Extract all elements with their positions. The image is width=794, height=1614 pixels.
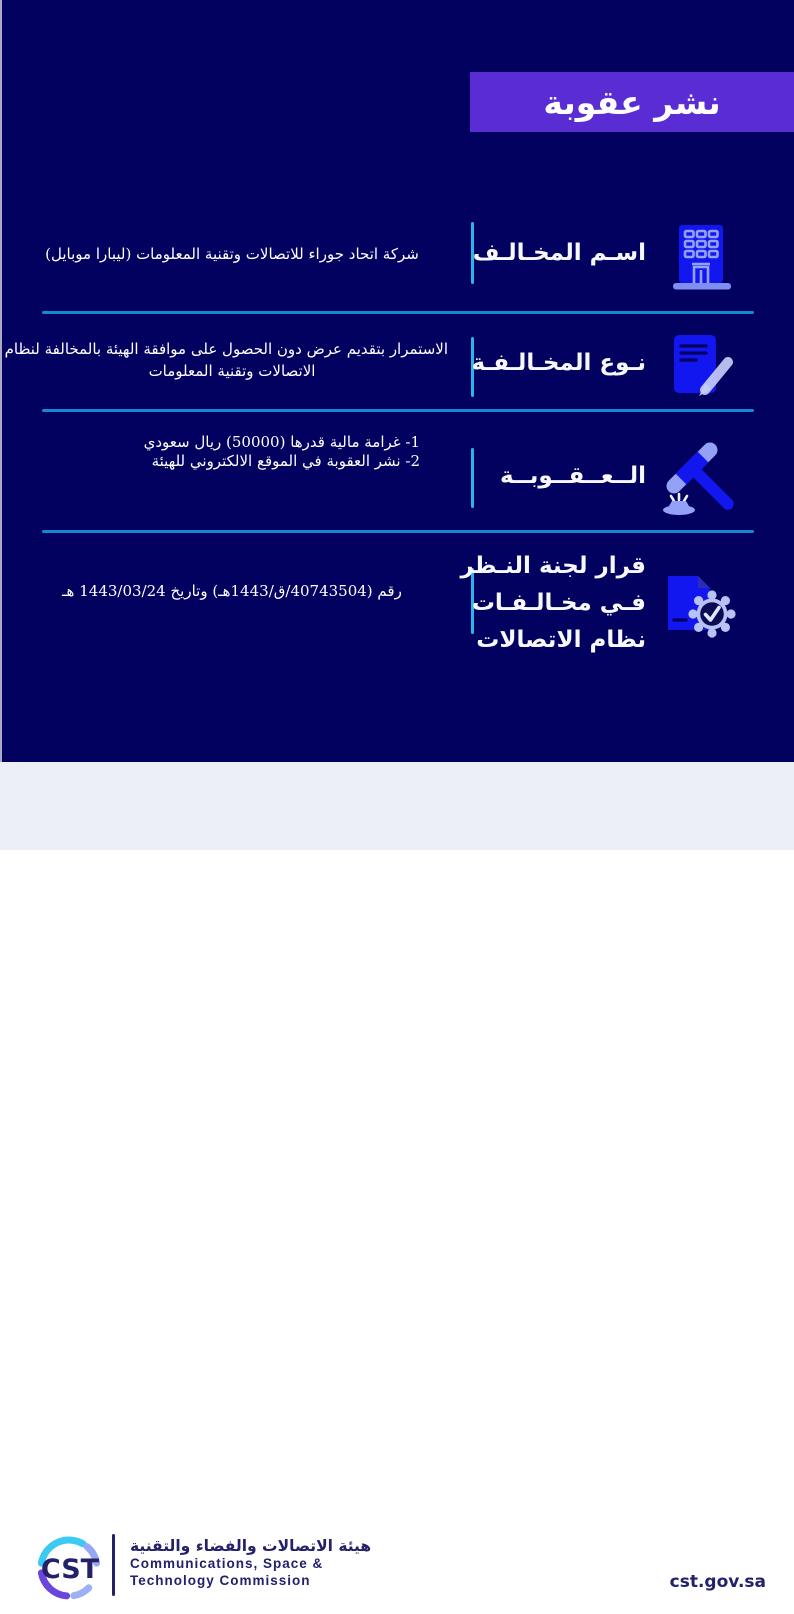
decision-label-line3: نظام الاتصالات: [476, 627, 646, 653]
row1-content: [16, 243, 448, 265]
gavel-icon: [656, 444, 746, 530]
footer-logo-divider: [112, 1534, 115, 1596]
row3-tick: [471, 448, 474, 508]
decision-label-line2: فـي مخـالـفـات: [471, 590, 646, 616]
decision-number-text: رقم (40743504/ق/1443هـ) وتاريخ 1443/03/24 هـ: [62, 582, 402, 600]
violation-type-line1: الاستمرار بتقديم عرض دون الحصول على موافقة الهيئة بالمخالفة لنظام: [4, 340, 448, 358]
violation-document-pen-icon: [666, 332, 744, 406]
org-name-english-line1: Communications, Space &: [130, 1556, 324, 1571]
row2-label-violation-type: نـوع المخـالـفـة: [471, 350, 646, 376]
row4-content: [16, 580, 448, 602]
cst-logo: [26, 1528, 114, 1614]
divider-2: [42, 409, 754, 412]
divider-3: [42, 530, 754, 533]
row1-label-violator-name: اسـم المخـالـف: [472, 240, 646, 266]
decision-document-check-icon: [660, 570, 744, 654]
row3-content: [144, 433, 420, 471]
building-icon: [666, 220, 738, 298]
decision-label-line1: قرار لجنة النـظر: [460, 553, 646, 579]
website-url: cst.gov.sa: [669, 1572, 766, 1592]
row4-label-committee-decision: [460, 548, 646, 659]
violator-name-text: شركة اتحاد جوراء للاتصالات وتقنية المعلومات (ليبارا موبايل): [45, 245, 419, 263]
banner: [470, 72, 794, 132]
row2-content: [4, 338, 448, 382]
row3-label-penalty: الــعــقــوبــة: [500, 463, 646, 489]
divider-1: [42, 311, 754, 314]
org-name-english-line2: Technology Commission: [130, 1572, 311, 1588]
penalty-item-2: 2- نشر العقوبة في الموقع الالكتروني للهيئة: [151, 452, 420, 470]
penalty-item-1: 1- غرامة مالية قدرها (50000) ريال سعودي: [143, 433, 420, 451]
org-name-arabic: هيئة الاتصالات والفضاء والتقنية: [130, 1537, 372, 1555]
cst-logo-text: CST: [40, 1554, 100, 1585]
left-edge-strip: [0, 0, 2, 850]
banner-title: نشر عقوبة: [543, 82, 721, 122]
footer: [0, 762, 794, 1592]
organization-name-block: [130, 1536, 371, 1589]
violation-type-line2: الاتصالات وتقنية المعلومات: [148, 362, 316, 380]
